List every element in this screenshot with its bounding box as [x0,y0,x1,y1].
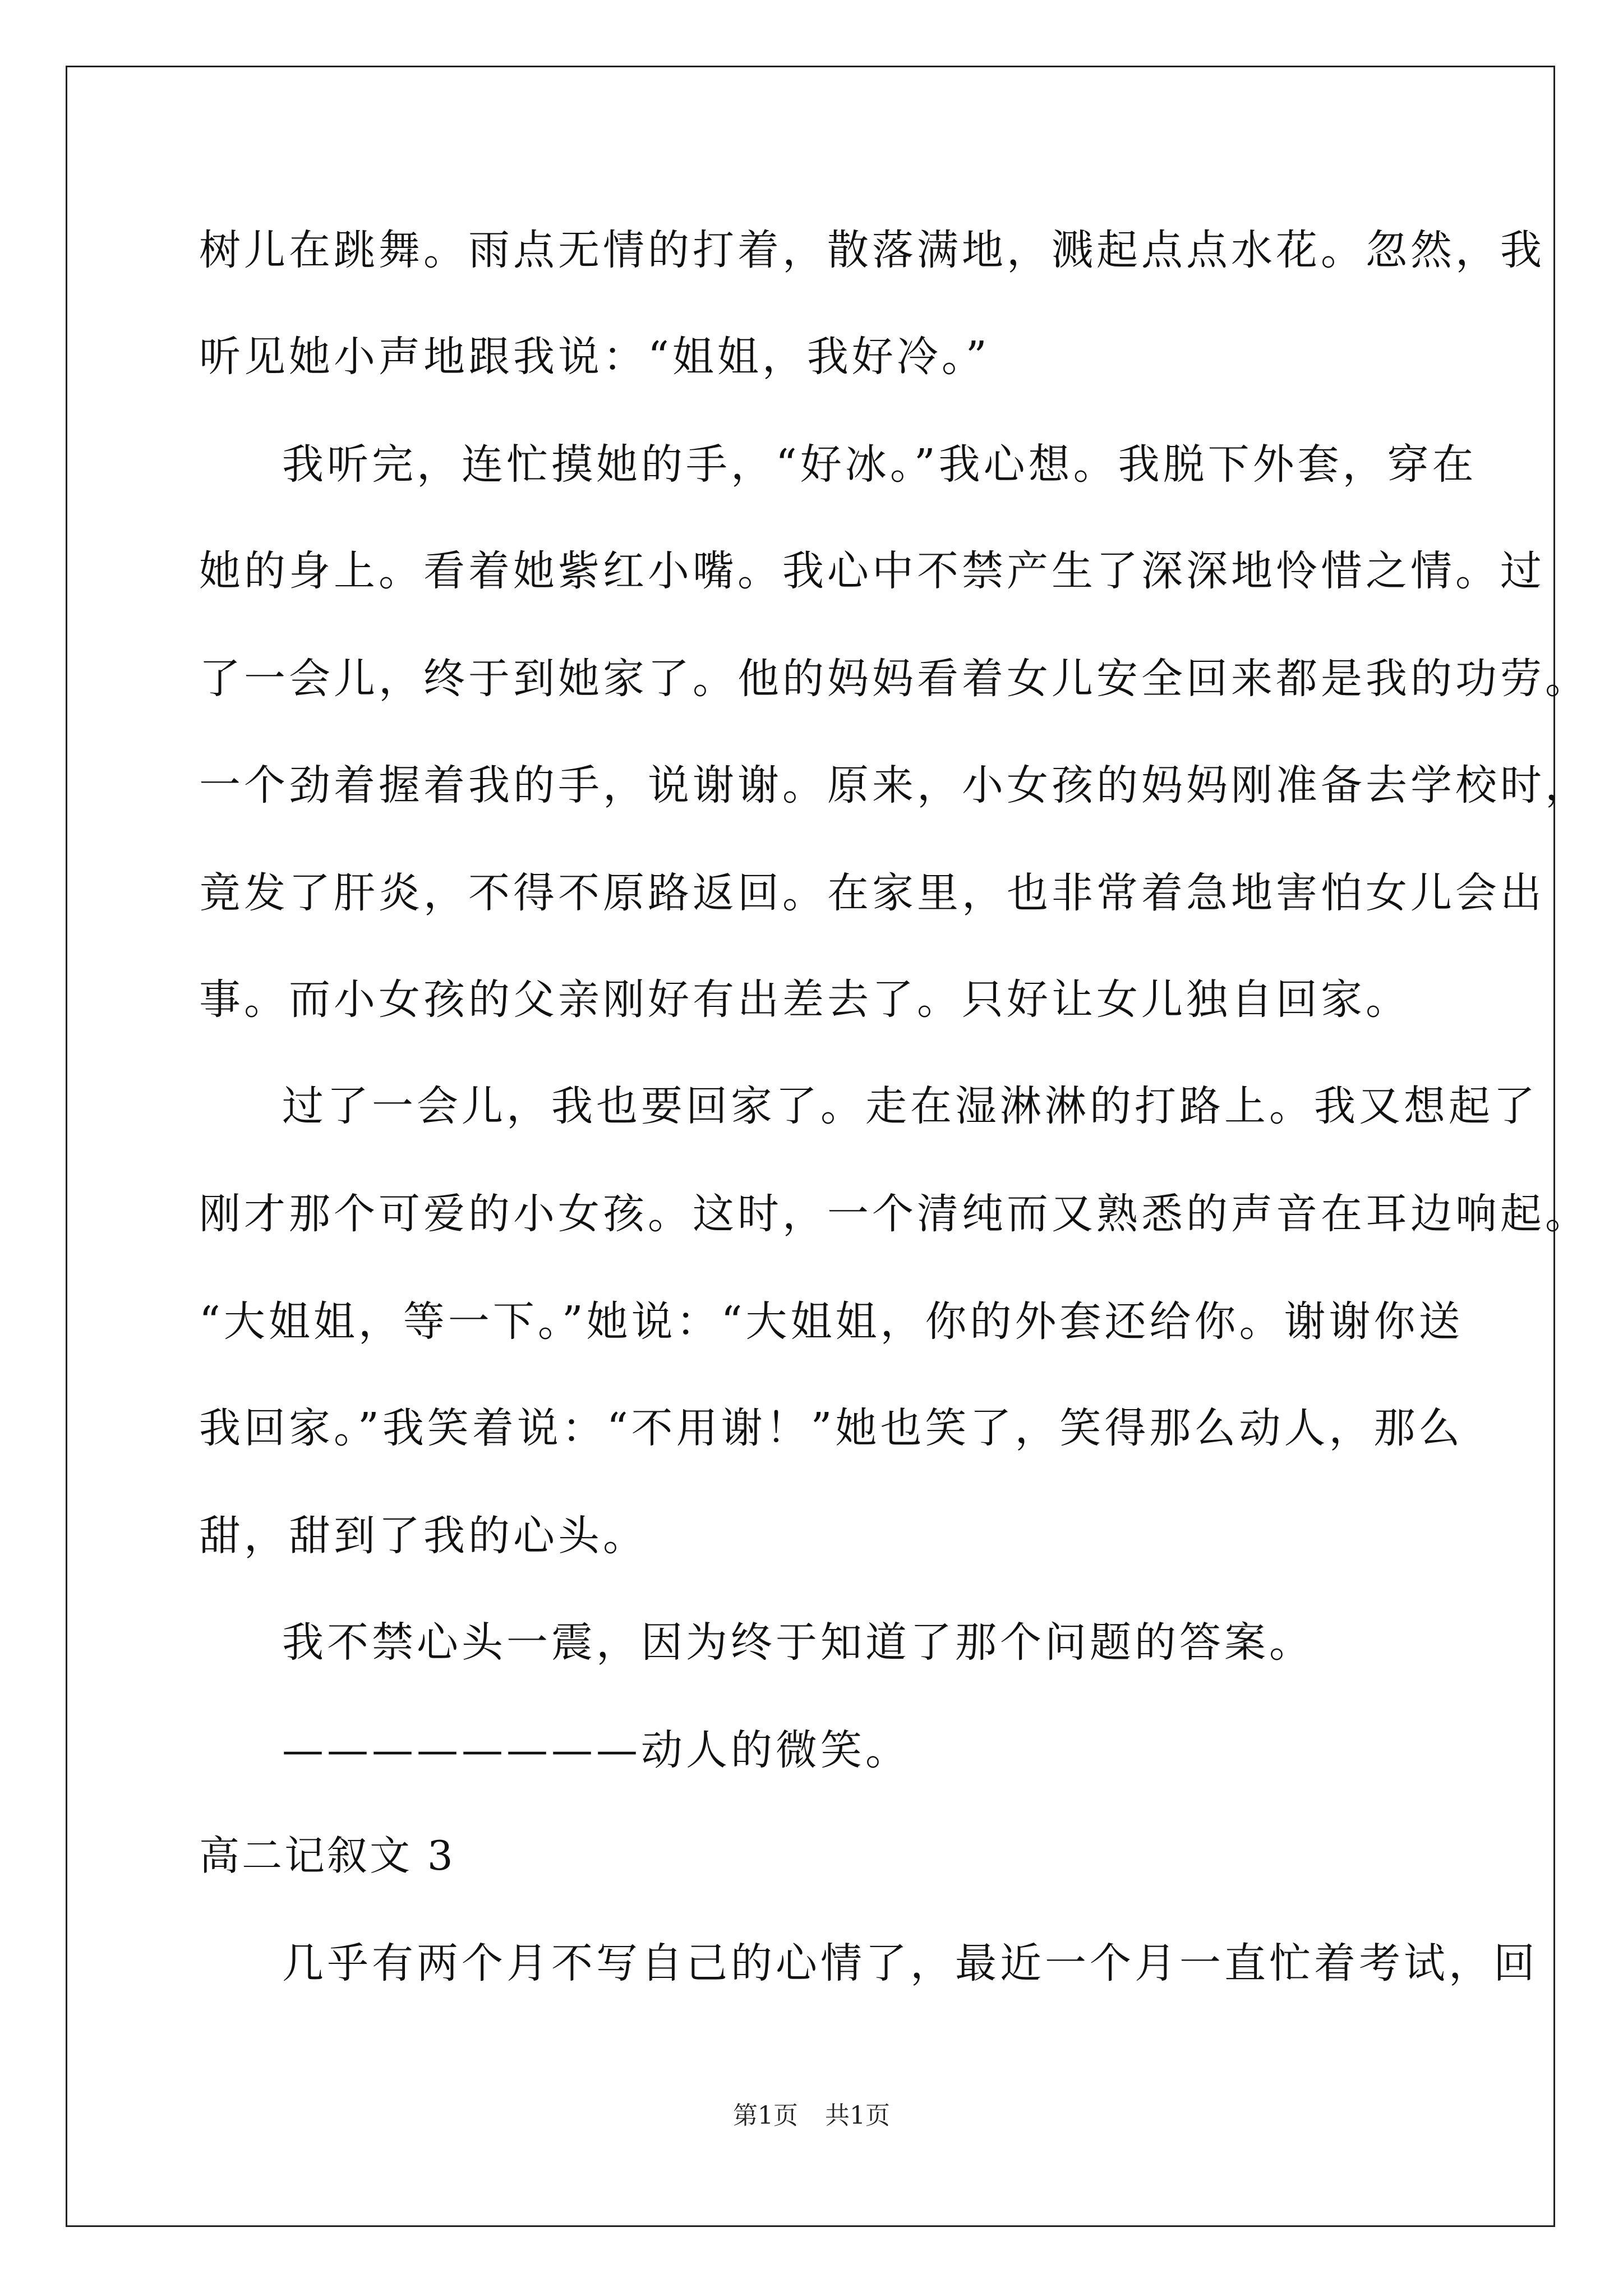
text-line-10: 刚才那个可爱的小女孩。这时，一个清纯而又熟悉的声音在耳边响起。 [199,1190,1590,1238]
text-line-14: 我不禁心头一震，因为终于知道了那个问题的答案。 [282,1618,1314,1667]
text-line-9: 过了一会儿，我也要回家了。走在湿淋淋的打路上。我又想起了 [282,1082,1538,1130]
text-line-1: 树儿在跳舞。雨点无情的打着，散落满地，溅起点点水花。忽然，我 [199,226,1545,274]
text-line-11: “大姐姐，等一下。”她说：“大姐姐，你的外套还给你。谢谢你送 [199,1297,1464,1346]
page-total: 共1页 [825,2101,890,2130]
text-line-12: 我回家。”我笑着说：“不用谢！”她也笑了，笑得那么动人，那么 [199,1404,1464,1452]
text-line-15: ————————动人的微笑。 [282,1726,910,1774]
page-footer [0,2099,1623,2133]
text-line-6: 一个劲着握着我的手，说谢谢。原来，小女孩的妈妈刚准备去学校时， [199,761,1590,809]
text-line-7: 竟发了肝炎，不得不原路返回。在家里，也非常着急地害怕女儿会出 [199,869,1545,917]
document-body [199,0,1590,1987]
page-number: 第1页 [733,2101,798,2130]
text-line-2: 听见她小声地跟我说：“姐姐，我好冷。” [199,333,990,381]
text-line-17: 几乎有两个月不写自己的心情了，最近一个月一直忙着考试，回 [282,1939,1538,1987]
text-line-4: 她的身上。看着她紫红小嘴。我心中不禁产生了深深地怜惜之情。过 [199,547,1545,595]
section-heading: 高二记叙文 3 [199,1832,455,1879]
text-line-13: 甜，甜到了我的心头。 [199,1512,648,1560]
text-line-5: 了一会儿，终于到她家了。他的妈妈看着女儿安全回来都是我的功劳。 [199,655,1590,703]
text-line-3: 我听完，连忙摸她的手，“好冰。”我心想。我脱下外套，穿在 [282,440,1477,489]
text-line-8: 事。而小女孩的父亲刚好有出差去了。只好让女儿独自回家。 [199,976,1410,1024]
